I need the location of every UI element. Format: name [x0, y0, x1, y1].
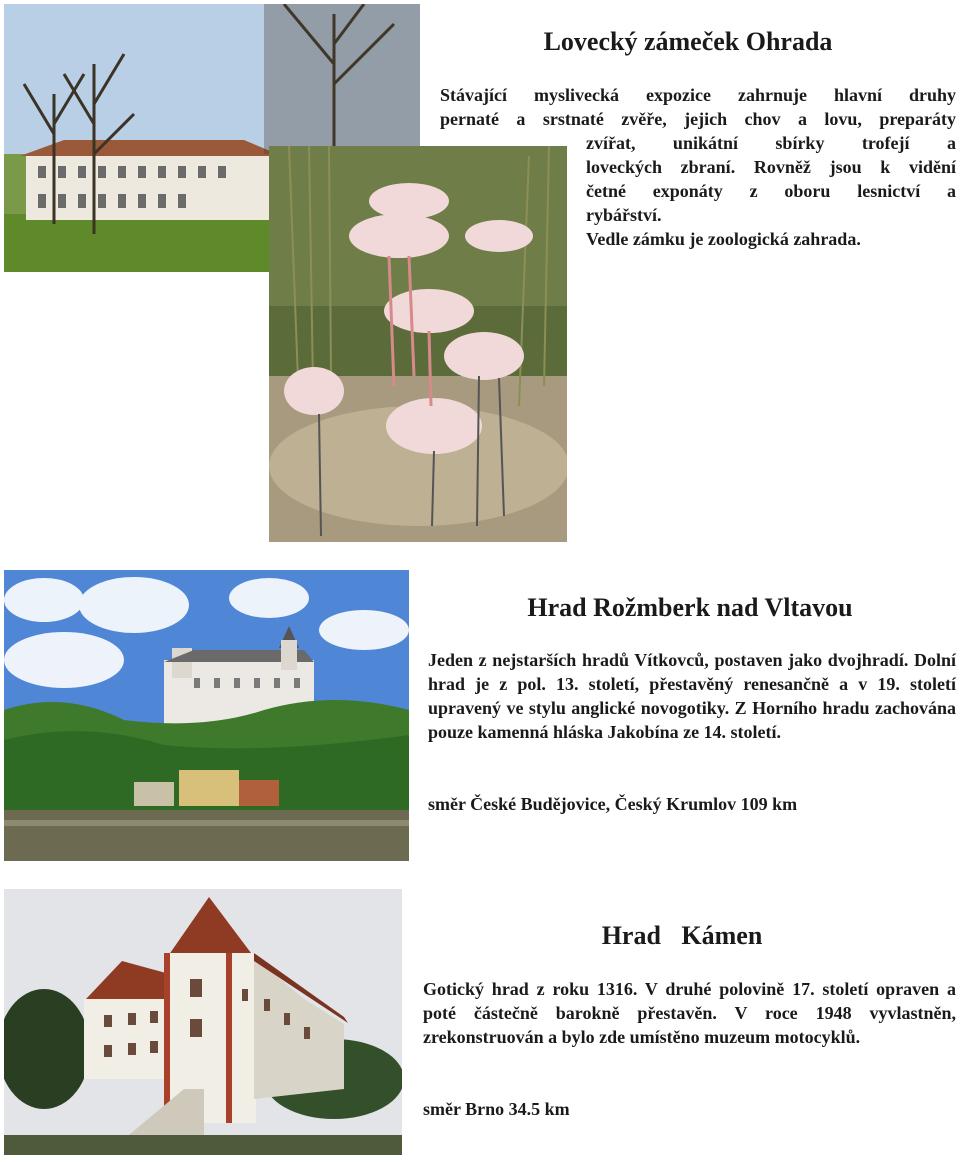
ohrada-line: zvířat, unikátní sbírky trofejí a [586, 133, 956, 153]
rozmberk-title: Hrad Rožmberk nad Vltavou [527, 593, 853, 622]
kamen-distance: směr Brno 34.5 km [423, 1099, 570, 1119]
ohrada-line: loveckých zbraní. Rovněž jsou k vidění [586, 157, 956, 177]
ohrada-line: Vedle zámku je zoologická zahrada. [586, 229, 861, 249]
ohrada-description [440, 83, 956, 251]
kamen-title: Hrad Kámen [601, 921, 763, 950]
ohrada-line: pernaté a srstnaté zvěře, jejich chov a lovu, preparáty [440, 109, 956, 129]
rozmberk-description: Jeden z nejstarších hradů Vítkovců, postaven jako dvojhradí. Dolní hrad je z pol. 13. století, přestavěný renesančně a v 19. století upravený ve stylu anglické novogotiky. Z Horního hradu zachována pouze kamenná hláska Jakobína ze 14. století. [428, 650, 956, 742]
ohrada-line: rybářství. [586, 205, 662, 225]
rozmberk-distance: směr České Budějovice, Český Krumlov 109 km [428, 794, 798, 814]
kamen-description: Gotický hrad z roku 1316. V druhé polovině 17. století opraven a poté částečně barokně přestavěn. V roce 1948 vyvlastněn, zrekonstruován a bylo zde umístěno muzeum motocyklů. [423, 979, 956, 1047]
ohrada-line: Stávající myslivecká expozice zahrnuje hlavní druhy [440, 85, 956, 105]
rozmberk-castle-photo [4, 570, 409, 861]
ohrada-title: Lovecký zámeček Ohrada [543, 27, 833, 56]
kamen-castle-photo [4, 889, 402, 1155]
ohrada-line: četné exponáty z oboru lesnictví a [586, 181, 956, 201]
